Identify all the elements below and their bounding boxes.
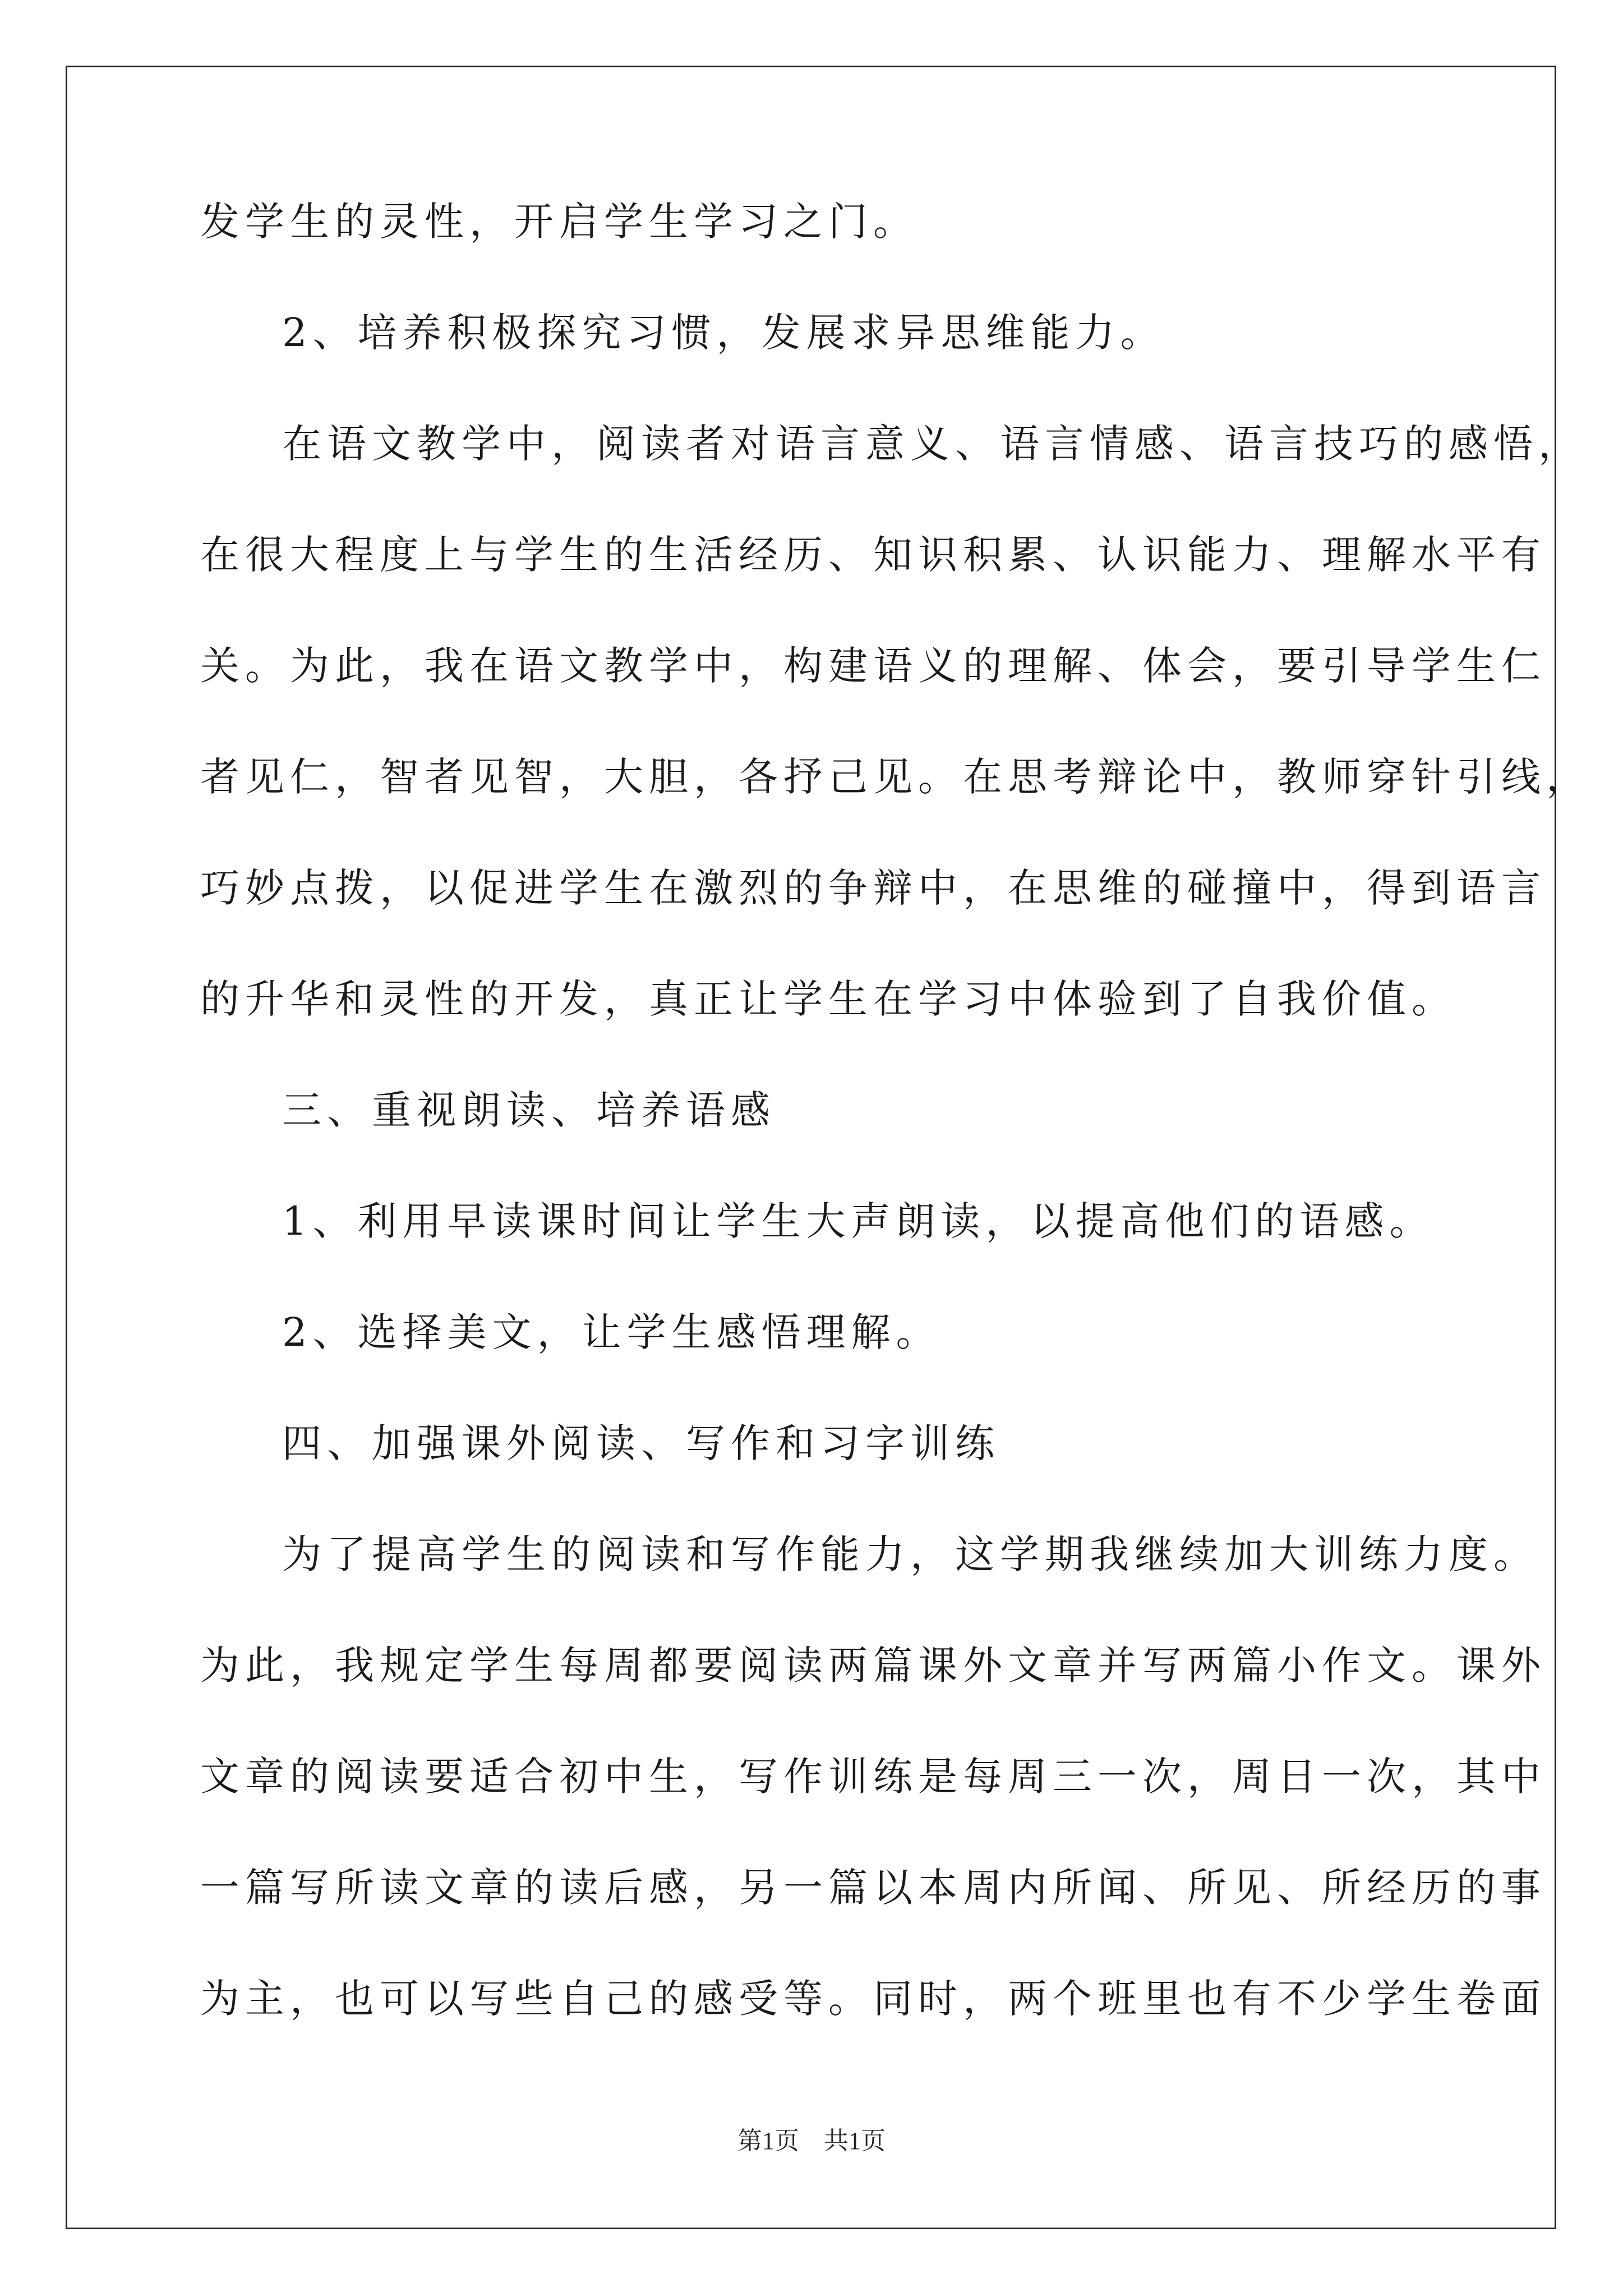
page-number-footer: 第1页 共1页 [737,2127,886,2155]
list-item-line: 2、选择美文，让学生感悟理解。 [282,1309,941,1355]
list-item-line: 1、利用早读课时间让学生大声朗读，以提高他们的语感。 [282,1198,1435,1244]
paragraph-start-line: 为了提高学生的阅读和写作能力，这学期我继续加大训练力度。 [282,1531,1538,1577]
section-heading: 四、加强课外阅读、写作和习字训练 [282,1420,1000,1466]
text-line: 关。为此，我在语文教学中，构建语义的理解、体会，要引导学生仁 [200,643,1546,689]
text-line: 为此，我规定学生每周都要阅读两篇课外文章并写两篇小作文。课外 [200,1642,1546,1688]
text-line: 发学生的灵性，开启学生学习之门。 [200,199,918,245]
text-line: 的升华和灵性的开发，真正让学生在学习中体验到了自我价值。 [200,976,1456,1022]
paragraph-start-line: 在语文教学中，阅读者对语言意义、语言情感、语言技巧的感悟， [282,421,1583,467]
text-line: 在很大程度上与学生的生活经历、知识积累、认识能力、理解水平有 [200,532,1546,578]
text-line: 巧妙点拨，以促进学生在激烈的争辩中，在思维的碰撞中，得到语言 [200,865,1546,911]
text-line: 一篇写所读文章的读后感，另一篇以本周内所闻、所见、所经历的事 [200,1865,1546,1911]
section-heading: 三、重视朗读、培养语感 [282,1087,776,1133]
text-line: 者见仁，智者见智，大胆，各抒己见。在思考辩论中，教师穿针引线， [200,754,1591,800]
list-item-line: 2、培养积极探究习惯，发展求异思维能力。 [282,310,1165,356]
text-line: 为主，也可以写些自己的感受等。同时，两个班里也有不少学生卷面 [200,1976,1546,2022]
text-line: 文章的阅读要适合初中生，写作训练是每周三一次，周日一次，其中 [200,1754,1546,1800]
